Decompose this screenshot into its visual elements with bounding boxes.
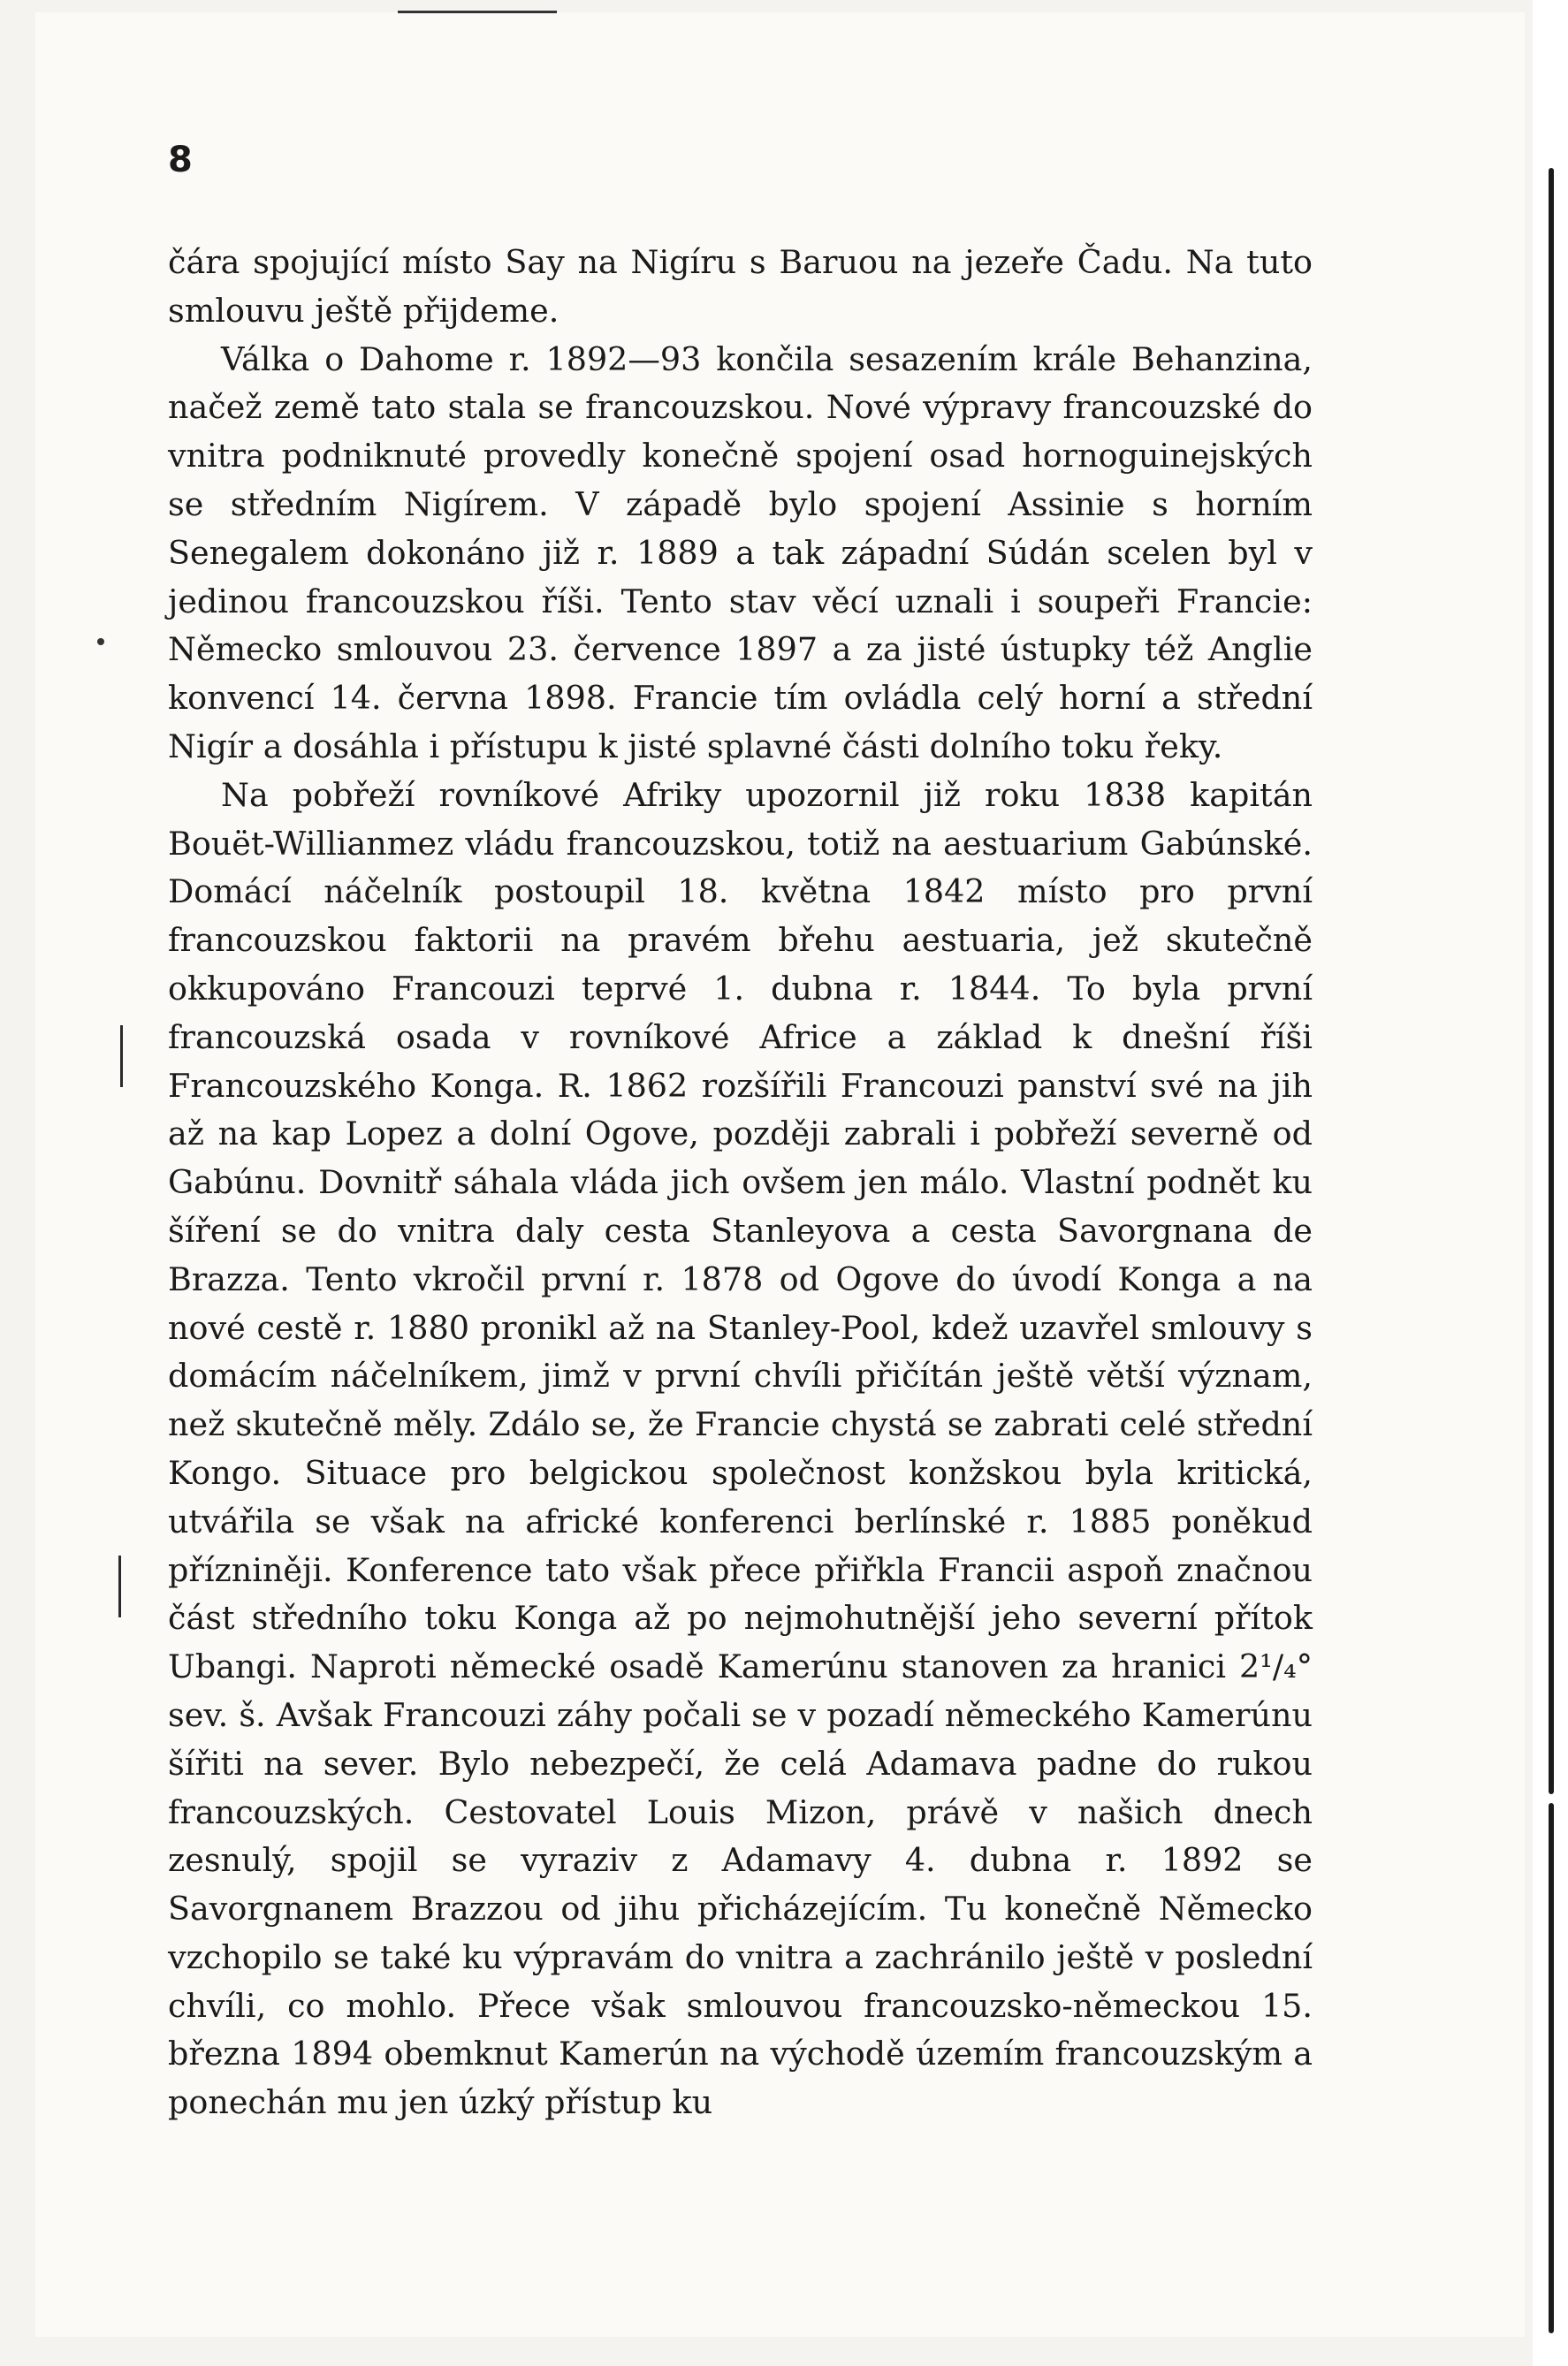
paragraph-continuation: čára spojující místo Say na Nigíru s Baruou na jezeře Čadu. Na tuto smlouvu ještě přijdeme.: [168, 243, 1313, 330]
binding-shadow-line: [1549, 168, 1554, 583]
binding-shadow-line: [1549, 1803, 1554, 2333]
body-text: [168, 239, 1313, 2127]
margin-pencil-mark: [120, 1025, 123, 1087]
paragraph-equatorial-africa: Na pobřeží rovníkové Afriky upozornil již roku 1838 kapitán Bouët-Willianmez vládu francouzskou, totiž na aestuarium Gabúnské. Domácí náčelník postoupil 18. května 1842 místo pro první francouzskou faktorii na pravém břehu aestuaria, jež skutečně okkupováno Francouzi teprvé 1. dubna r. 1844. To byla první francouzská osada v rovníkové Africe a základ k dnešní říši Francouzského Konga. R. 1862 rozšířili Francouzi panství své na jih až na kap Lopez a dolní Ogove, později zabrali i pobřeží severně od Gabúnu. Dovnitř sáhala vláda jich ovšem jen málo. Vlastní podnět ku šíření se do vnitra daly cesta Stanleyova a cesta Savorgnana de Brazza. Tento vkročil první r. 1878 od Ogove do úvodí Konga a na nové cestě r. 1880 pronikl až na Stanley-Pool, kdež uzavřel smlouvy s domácím náčelníkem, jimž v první chvíli přičítán ještě větší význam, než skutečně měly. Zdálo se, že Francie chystá se zabrati celé střední Kongo. Situace pro belgickou společnost konžskou byla kritická, utvářila se však na africké konferenci berlínské r. 1885 poněkud přízniněji. Konference tato však přece přiřkla Francii aspoň značnou část středního toku Konga až po nejmohutnější jeho severní přítok Ubangi. Naproti německé osadě Kamerúnu stanoven za hranici 2¹/₄° sev. š. Avšak Francouzi záhy počali se v pozadí německého Kamerúnu šířiti na sever. Bylo nebezpečí, že celá Adamava padne do rukou francouzských. Cestovatel Louis Mizon, právě v našich dnech zesnulý, spojil se vyraziv z Adamavy 4. dubna r. 1892 se Savorgnanem Brazzou od jihu přicházejícím. Tu konečně Německo vzchopilo se také ku výpravám do vnitra a zachránilo ještě v poslední chvíli, co mohlo. Přece však smlouvou francouzsko-německou 15. března 1894 obemknut Kamerún na východě územím francouzským a ponechán mu jen úzký přístup ku: [168, 775, 1313, 2122]
margin-pencil-mark: [118, 1556, 121, 1617]
margin-dot: [97, 638, 104, 645]
top-edge-mark: [398, 11, 557, 13]
page-number: 8: [168, 140, 193, 180]
binding-shadow-line: [1549, 574, 1554, 1794]
paragraph-dahome: Válka o Dahome r. 1892—93 končila sesazením krále Behanzina, načež země tato stala se francouzskou. Nové výpravy francouzské do vnitra podniknuté provedly konečně spojení osad hornoguinejských se středním Nigírem. V západě bylo spojení Assinie s horním Senegalem dokonáno již r. 1889 a tak západní Súdán scelen byl v jedinou francouzskou říši. Tento stav věcí uznali i soupeři Francie: Německo smlouvou 23. července 1897 a za jisté ústupky též Anglie konvencí 14. června 1898. Francie tím ovládla celý horní a střední Nigír a dosáhla i přístupu k jisté splavné části dolního toku řeky.: [168, 339, 1313, 765]
